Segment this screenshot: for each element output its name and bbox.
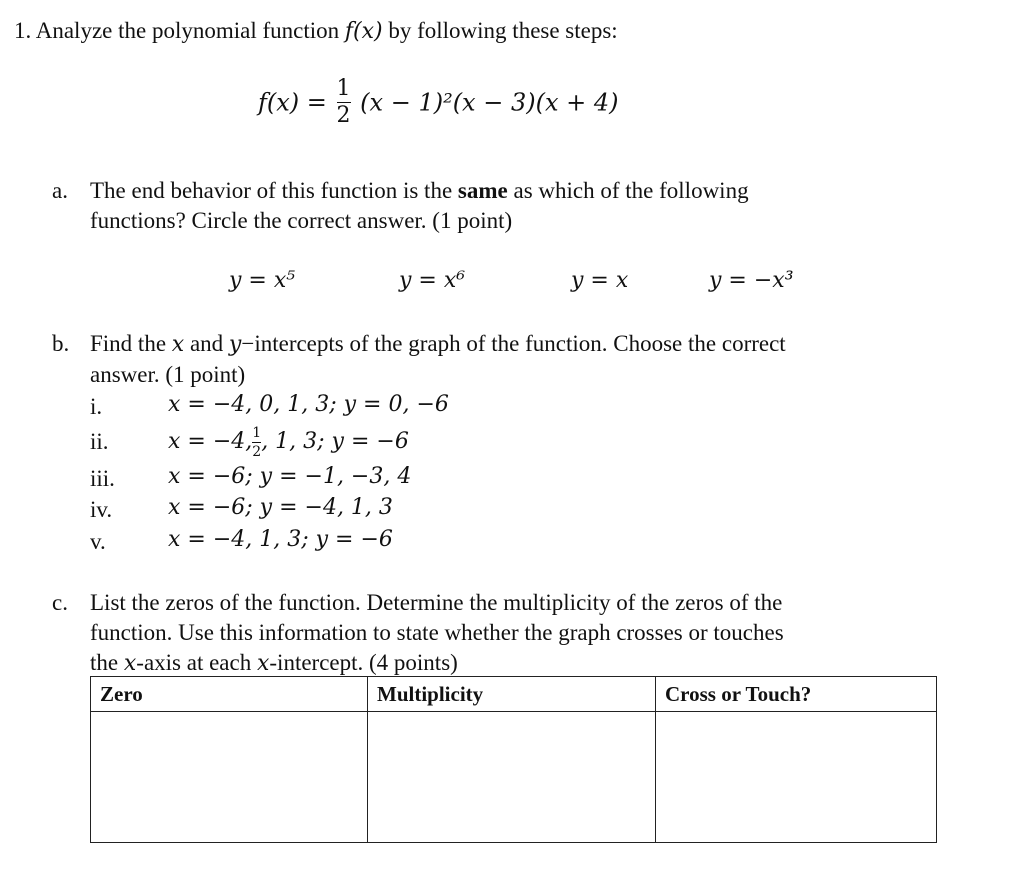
part-c-line3-b: -axis at each [136, 650, 252, 675]
part-b-text: Find the [90, 331, 167, 356]
part-a-line2: functions? Circle the correct answer. (1 point) [90, 208, 513, 233]
option-iv[interactable]: x = −6; y = −4, 1, 3 [168, 495, 393, 520]
choice-a-2[interactable]: y = x⁶ [399, 268, 466, 293]
part-a-line1-start: The end behavior of this function is the [90, 178, 453, 203]
part-b-and: and [189, 331, 224, 356]
part-c-line3 [90, 648, 458, 679]
option-iii[interactable]: x = −6; y = −1, −3, 4 [168, 464, 412, 489]
header-zero: Zero [91, 677, 368, 712]
question-prompt-end: by following these steps: [388, 18, 618, 43]
cross-or-touch-cell[interactable] [656, 712, 937, 843]
part-a-line1-end: as which of the following [513, 178, 749, 203]
function-rhs: (x − 1)²(x − 3)(x + 4) [360, 88, 619, 117]
header-multiplicity: Multiplicity [368, 677, 656, 712]
part-b-x-var: x [171, 332, 185, 357]
choice-a-1[interactable]: y = x⁵ [229, 268, 296, 293]
option-ii-post: , 1, 3; y = −6 [261, 429, 409, 454]
zeros-table [90, 676, 937, 843]
part-c-line3-c: -intercept. (4 points) [269, 650, 458, 675]
option-label-iv: iv. [90, 497, 113, 522]
option-v[interactable]: x = −4, 1, 3; y = −6 [168, 527, 393, 552]
header-cross-or-touch: Cross or Touch? [656, 677, 937, 712]
zero-cell[interactable] [91, 712, 368, 843]
fraction-denominator: 2 [252, 443, 262, 460]
choice-a-4[interactable]: y = −x³ [709, 268, 794, 293]
part-b-marker: b. [52, 331, 70, 356]
question-prompt: Analyze the polynomial function [35, 18, 340, 43]
part-c-x-var-1: x [123, 651, 137, 676]
part-b-line1-rest: −intercepts of the graph of the function. Choose the correct [241, 331, 786, 356]
option-i[interactable]: x = −4, 0, 1, 3; y = 0, −6 [168, 392, 449, 417]
table-row [91, 712, 937, 843]
function-coefficient [337, 78, 351, 127]
part-c-line3-a: the [90, 650, 119, 675]
option-label-v: v. [90, 529, 106, 554]
part-a-emphasis: same [457, 178, 508, 203]
part-a-marker: a. [52, 178, 68, 203]
part-a-line1 [90, 176, 749, 206]
part-c-x-var-2: x [256, 651, 270, 676]
part-b-y-var: y [228, 332, 242, 357]
part-b-line1 [90, 329, 786, 360]
option-ii[interactable] [168, 420, 409, 464]
part-c-marker: c. [52, 590, 68, 615]
part-b-line2: answer. (1 point) [90, 362, 246, 387]
table-header-row [91, 677, 937, 712]
option-ii-fraction [252, 426, 261, 459]
question-prompt-math: f(x) [344, 19, 383, 44]
part-c-line2: function. Use this information to state whether the graph crosses or touches [90, 620, 784, 645]
option-label-ii: ii. [90, 429, 109, 454]
option-label-iii: iii. [90, 466, 115, 491]
question-number: 1. [14, 18, 32, 43]
question-heading [14, 16, 618, 47]
option-ii-pre: x = −4, [168, 429, 253, 454]
option-label-i: i. [90, 394, 103, 419]
function-lhs: f(x) = [258, 88, 327, 117]
coefficient-denominator: 2 [336, 103, 351, 128]
multiplicity-cell[interactable] [368, 712, 656, 843]
choice-a-3[interactable]: y = x [571, 268, 629, 293]
part-c-line1: List the zeros of the function. Determine the multiplicity of the zeros of the [90, 590, 783, 615]
function-equation [258, 78, 619, 127]
coefficient-numerator: 1 [336, 76, 351, 101]
fraction-numerator: 1 [252, 424, 262, 441]
